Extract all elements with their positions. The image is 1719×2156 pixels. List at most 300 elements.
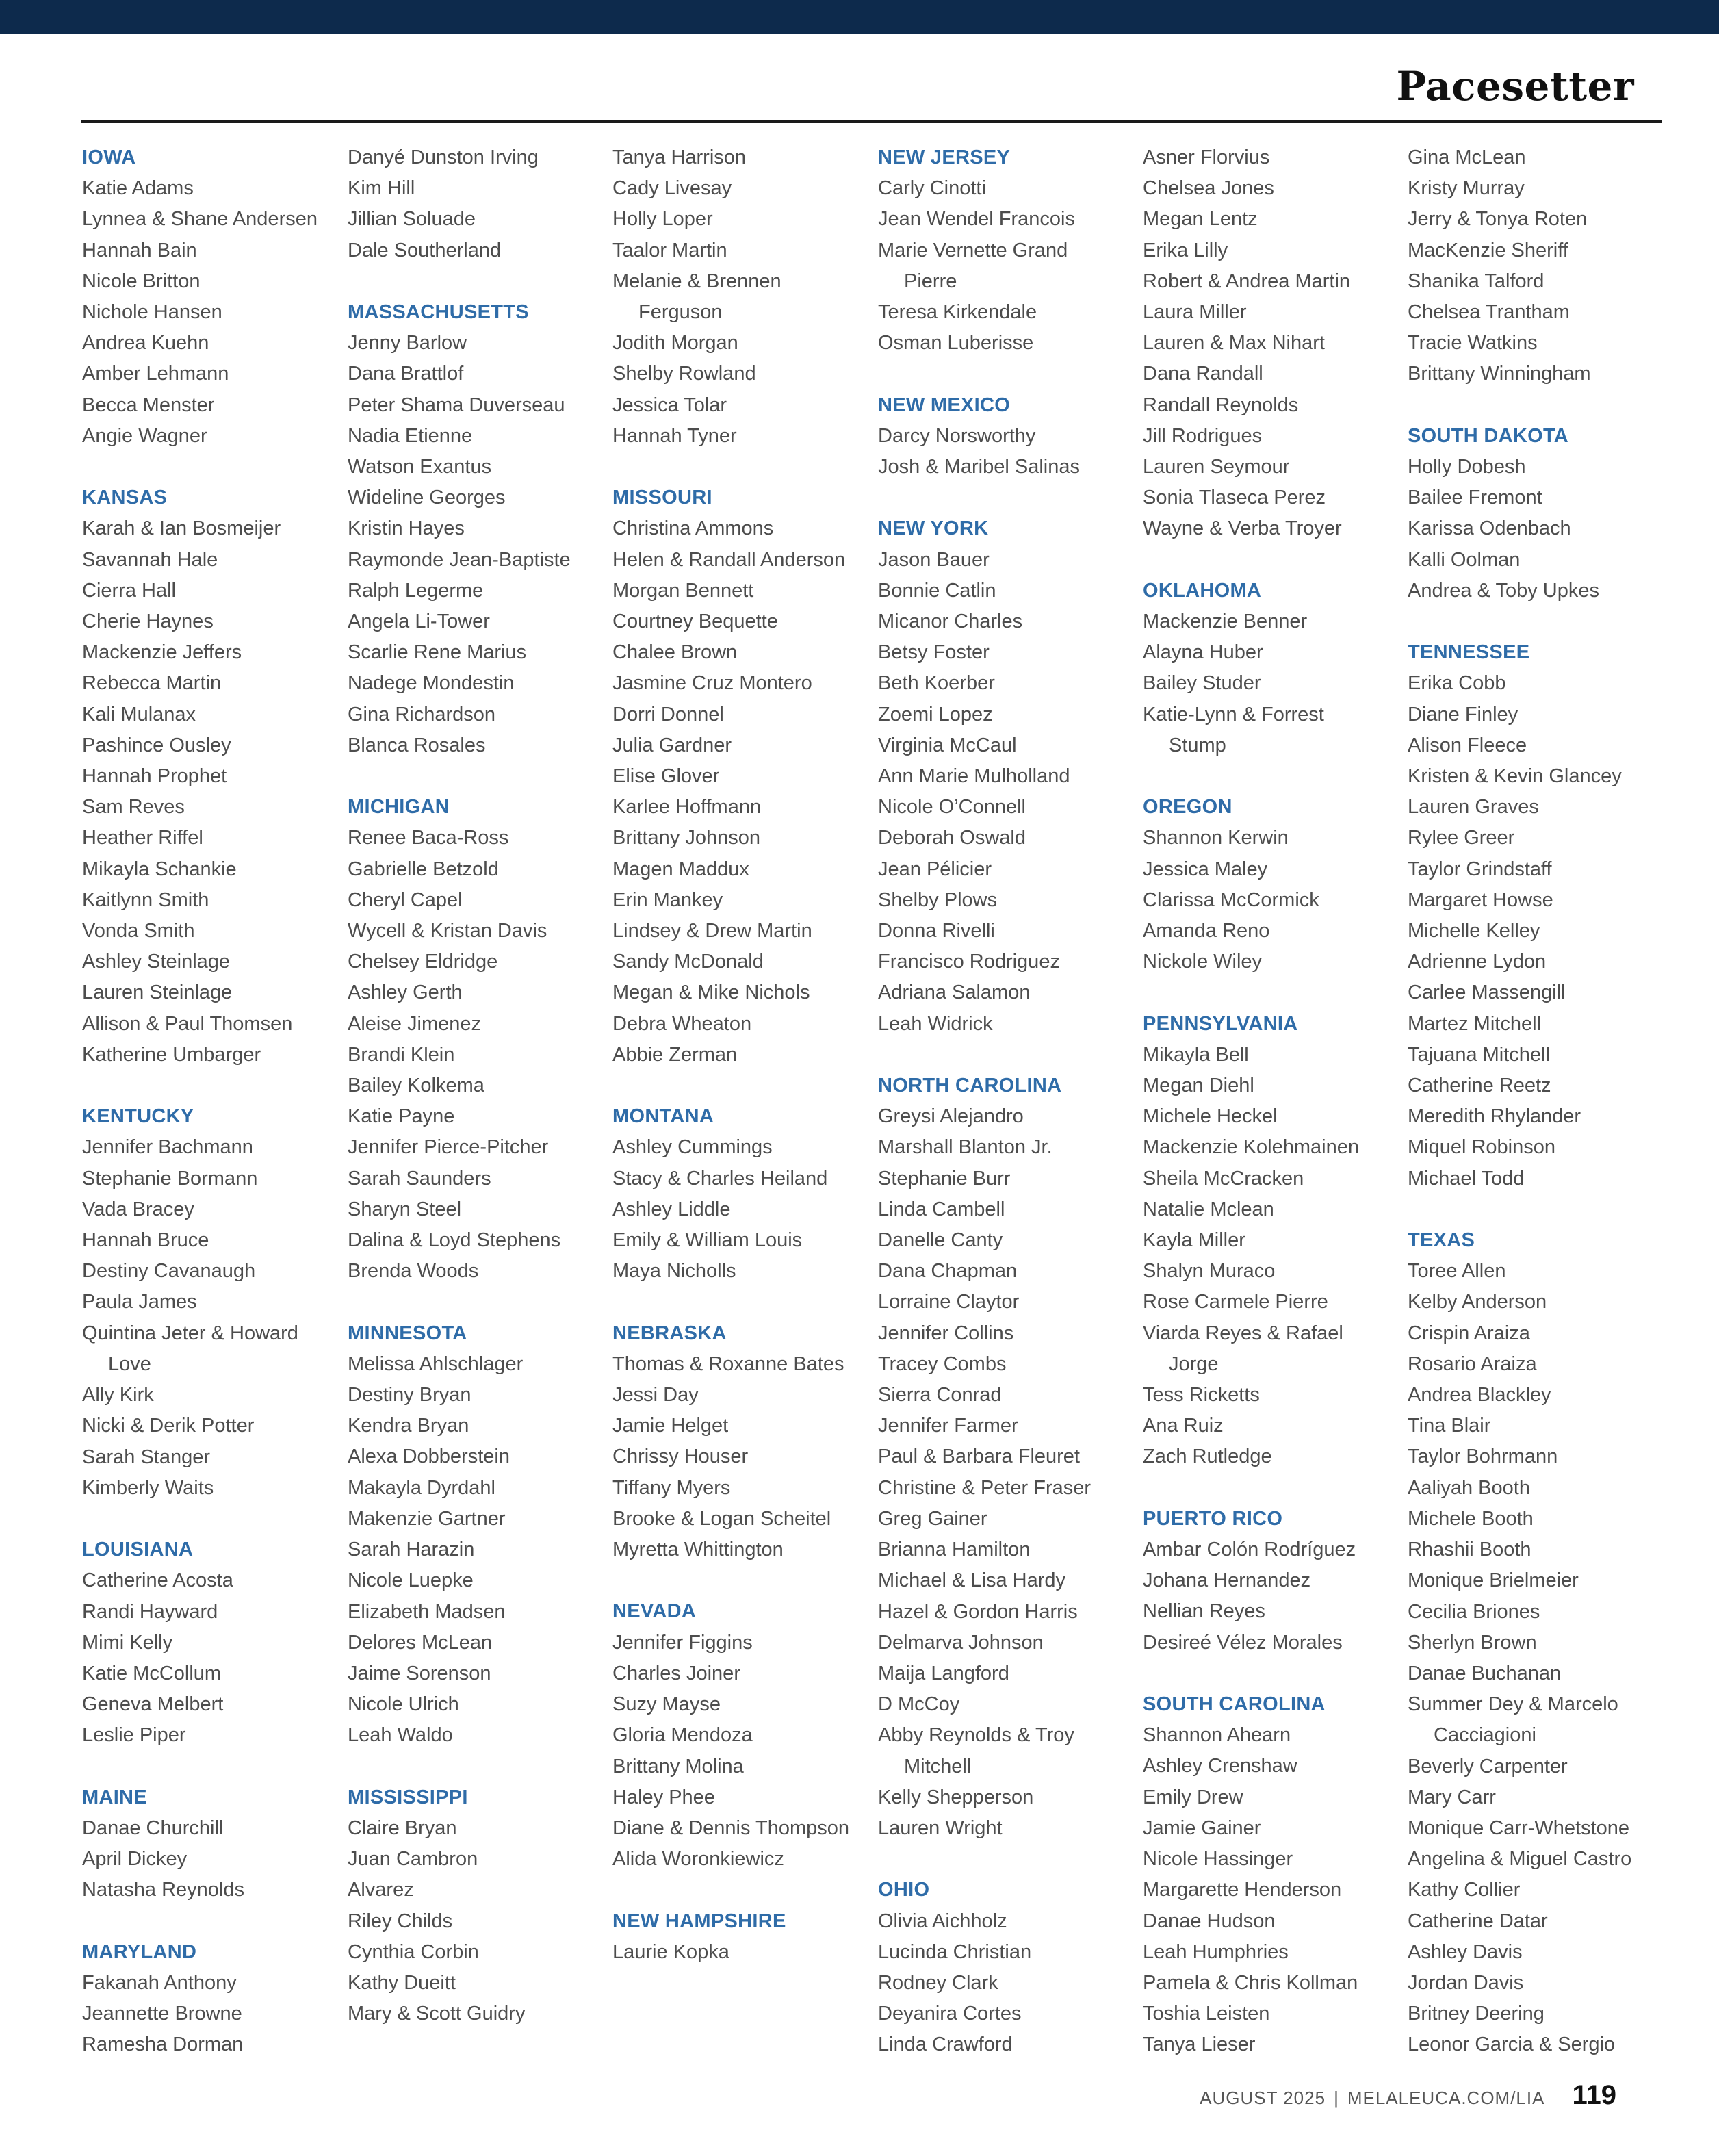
member-name: Stacy & Charles Heiland <box>612 1167 828 1190</box>
member-name: Brianna Hamilton <box>878 1539 1031 1561</box>
member-name: Deyanira Cortes <box>878 2003 1022 2025</box>
member-name: Nicole Luepke <box>348 1569 474 1592</box>
member-name: Holly Loper <box>612 208 713 231</box>
member-name: Leah Waldo <box>348 1724 453 1747</box>
member-name <box>878 235 1138 297</box>
member-name: Maya Nicholls <box>612 1260 736 1283</box>
member-name: Nicole O’Connell <box>878 796 1026 819</box>
member-name: Dalina & Loyd Stephens <box>348 1229 561 1252</box>
member-name: Angie Wagner <box>82 424 207 447</box>
state-section <box>348 1782 608 2030</box>
member-name: Katie Payne <box>348 1105 455 1128</box>
member-name: Kimberly Waits <box>82 1476 214 1499</box>
member-name: Nadege Mondestin <box>348 672 515 695</box>
member-name: Monique Brielmeier <box>1408 1569 1579 1592</box>
member-name: Cady Livesay <box>612 177 732 200</box>
member-name-line: Melanie & Brennen <box>612 270 781 292</box>
member-name: Carly Cinotti <box>878 177 986 200</box>
member-name: Sarah Saunders <box>348 1167 491 1190</box>
member-name: Kathy Dueitt <box>348 1971 456 1994</box>
column-6 <box>1408 142 1668 2061</box>
member-name: Holly Dobesh <box>1408 456 1526 478</box>
member-name: Kelly Shepperson <box>878 1786 1034 1808</box>
member-name: Randall Reynolds <box>1143 394 1299 416</box>
member-name: Ashley Liddle <box>612 1198 731 1220</box>
member-name: Sierra Conrad <box>878 1384 1002 1407</box>
member-name: Jennifer Pierce-Pitcher <box>348 1136 549 1159</box>
state-heading: SOUTH CAROLINA <box>1143 1693 1326 1716</box>
member-name: Elizabeth Madsen <box>348 1600 506 1623</box>
member-name: Alvarez <box>348 1879 414 1901</box>
member-name: Ashley Steinlage <box>82 951 231 973</box>
member-name: Danae Buchanan <box>1408 1662 1562 1684</box>
member-name: Toree Allen <box>1408 1260 1506 1283</box>
state-section <box>1143 792 1403 977</box>
member-name: Carlee Massengill <box>1408 981 1566 1004</box>
member-name: Ana Ruiz <box>1143 1415 1224 1437</box>
member-name: Nellian Reyes <box>1143 1600 1265 1623</box>
state-heading: MISSISSIPPI <box>348 1786 468 1808</box>
member-name: Sarah Stanger <box>82 1446 211 1468</box>
member-name: Watson Exantus <box>348 456 492 478</box>
member-name: Gina Richardson <box>348 703 495 726</box>
state-section <box>878 142 1138 359</box>
state-heading: TEXAS <box>1408 1229 1475 1252</box>
member-name: Ashley Crenshaw <box>1143 1755 1297 1778</box>
state-heading: TENNESSEE <box>1408 641 1530 664</box>
state-section <box>878 513 1138 1039</box>
member-name: Tanya Harrison <box>612 146 747 168</box>
member-name: Sonia Tlaseca Perez <box>1143 487 1326 509</box>
member-name: Osman Luberisse <box>878 332 1034 355</box>
member-name: Linda Crawford <box>878 2033 1013 2056</box>
member-name-line: Quintina Jeter & Howard <box>82 1322 298 1344</box>
column-2 <box>348 142 608 2029</box>
member-name: Megan Lentz <box>1143 208 1258 231</box>
member-name: Kathy Collier <box>1408 1879 1521 1901</box>
member-name: Renee Baca-Ross <box>348 827 509 849</box>
member-name: Geneva Melbert <box>82 1693 224 1716</box>
state-heading: NEBRASKA <box>612 1322 727 1344</box>
issue-date: AUGUST 2025 <box>1200 2088 1326 2108</box>
state-heading: NEVADA <box>612 1600 697 1623</box>
member-name: Alida Woronkiewicz <box>612 1848 784 1871</box>
state-section <box>82 142 342 452</box>
member-name: Riley Childs <box>348 1910 453 1932</box>
member-name: Andrea & Toby Upkes <box>1408 579 1599 602</box>
member-name: Julia Gardner <box>612 734 732 756</box>
member-name: Kristy Murray <box>1408 177 1525 200</box>
state-section <box>1143 1689 1403 2060</box>
member-name: Gloria Mendoza <box>612 1724 753 1747</box>
member-name: Kalli Oolman <box>1408 548 1521 571</box>
member-name: Kristin Hayes <box>348 517 465 540</box>
member-name: Dana Brattlof <box>348 363 464 385</box>
member-name: Kim Hill <box>348 177 415 200</box>
state-heading: SOUTH DAKOTA <box>1408 424 1569 447</box>
member-name: Michele Booth <box>1408 1507 1534 1530</box>
member-name: Jessica Maley <box>1143 858 1268 880</box>
member-name: Paul & Barbara Fleuret <box>878 1446 1080 1468</box>
member-name: Scarlie Rene Marius <box>348 641 527 664</box>
member-name-continuation: Stump <box>1169 734 1226 756</box>
state-heading: MARYLAND <box>82 1940 197 1963</box>
member-name: Tanya Lieser <box>1143 2033 1256 2056</box>
member-name: Diane & Dennis Thompson <box>612 1817 850 1839</box>
member-name: Jerry & Tonya Roten <box>1408 208 1588 231</box>
footer-separator: | <box>1334 2088 1339 2108</box>
member-name: Lindsey & Drew Martin <box>612 920 812 942</box>
member-name: Shelby Plows <box>878 888 998 911</box>
state-heading: MISSOURI <box>612 487 712 509</box>
member-name: Zoemi Lopez <box>878 703 993 726</box>
member-name: Danyé Dunston Irving <box>348 146 539 168</box>
member-name: Dale Southerland <box>348 239 502 261</box>
member-name: Meredith Rhylander <box>1408 1105 1581 1128</box>
member-name-continuation: Cacciagioni <box>1434 1724 1536 1747</box>
member-name: Mackenzie Kolehmainen <box>1143 1136 1359 1159</box>
column-3 <box>612 142 873 1968</box>
member-name: Pamela & Chris Kollman <box>1143 1971 1358 1994</box>
member-name: Destiny Bryan <box>348 1384 471 1407</box>
member-name: Catherine Acosta <box>82 1569 233 1592</box>
state-section <box>1143 142 1403 545</box>
member-name: Desireé Vélez Morales <box>1143 1631 1343 1654</box>
member-name: Margaret Howse <box>1408 888 1553 911</box>
member-name: Raymonde Jean-Baptiste <box>348 548 571 571</box>
member-name: Megan & Mike Nichols <box>612 981 810 1004</box>
member-name: Chalee Brown <box>612 641 738 664</box>
member-name: Mackenzie Jeffers <box>82 641 242 664</box>
member-name: Alayna Huber <box>1143 641 1263 664</box>
state-heading: MINNESOTA <box>348 1322 467 1344</box>
member-name: Shanika Talford <box>1408 270 1544 292</box>
member-name: Rylee Greer <box>1408 827 1515 849</box>
column-4 <box>878 142 1138 2061</box>
member-name: Donna Rivelli <box>878 920 995 942</box>
member-name: Claire Bryan <box>348 1817 457 1839</box>
member-name: Rhashii Booth <box>1408 1539 1531 1561</box>
member-name: Gabrielle Betzold <box>348 858 499 880</box>
member-name: Deborah Oswald <box>878 827 1026 849</box>
member-name: Becca Menster <box>82 394 215 416</box>
state-section <box>612 1318 873 1566</box>
member-name: Sarah Harazin <box>348 1539 475 1561</box>
member-name: Amber Lehmann <box>82 363 229 385</box>
member-name: Cherie Haynes <box>82 611 214 633</box>
member-name: Brooke & Logan Scheitel <box>612 1507 831 1530</box>
member-name: Sandy McDonald <box>612 951 764 973</box>
member-name: Sheila McCracken <box>1143 1167 1304 1190</box>
member-name: Jeannette Browne <box>82 2003 242 2025</box>
member-name: Courtney Bequette <box>612 611 778 633</box>
member-name: Hannah Tyner <box>612 424 737 447</box>
member-name: Katie McCollum <box>82 1662 222 1684</box>
member-name: Peter Shama Duverseau <box>348 394 565 416</box>
member-name: Delores McLean <box>348 1631 493 1654</box>
state-heading: NORTH CAROLINA <box>878 1075 1062 1097</box>
member-name: Dorri Donnel <box>612 703 724 726</box>
member-name: Helen & Randall Anderson <box>612 548 846 571</box>
member-name: Jennifer Farmer <box>878 1415 1018 1437</box>
member-name: Stephanie Burr <box>878 1167 1011 1190</box>
member-name: Rosario Araiza <box>1408 1352 1537 1375</box>
member-name: Christine & Peter Fraser <box>878 1476 1091 1499</box>
state-section <box>612 142 873 452</box>
member-name: Morgan Bennett <box>612 579 754 602</box>
member-name: Makenzie Gartner <box>348 1507 506 1530</box>
member-name-line: Viarda Reyes & Rafael <box>1143 1322 1343 1344</box>
member-name: Wideline Georges <box>348 487 506 509</box>
member-name: Rebecca Martin <box>82 672 222 695</box>
state-heading: KANSAS <box>82 487 168 509</box>
member-name: Lauren Graves <box>1408 796 1539 819</box>
member-name: Destiny Cavanaugh <box>82 1260 256 1283</box>
member-name <box>1408 1689 1668 1751</box>
state-section <box>82 1937 342 2061</box>
member-name-continuation: Jorge <box>1169 1352 1219 1375</box>
column-1 <box>82 142 342 2061</box>
state-heading: IOWA <box>82 146 136 168</box>
member-name-line: Katie-Lynn & Forrest <box>1143 703 1324 726</box>
member-name: Cierra Hall <box>82 579 176 602</box>
member-name: Hannah Bruce <box>82 1229 209 1252</box>
member-name: Amanda Reno <box>1143 920 1270 942</box>
member-name: Beth Koerber <box>878 672 995 695</box>
member-name: Jessica Tolar <box>612 394 727 416</box>
member-name: Laura Miller <box>1143 301 1247 324</box>
state-heading: OHIO <box>878 1879 930 1901</box>
title-divider <box>81 120 1662 123</box>
state-heading: KENTUCKY <box>82 1105 194 1128</box>
state-heading: LOUISIANA <box>82 1539 194 1561</box>
member-name: Taylor Bohrmann <box>1408 1446 1558 1468</box>
state-heading: NEW HAMPSHIRE <box>612 1910 786 1932</box>
member-name: Andrea Kuehn <box>82 332 209 355</box>
member-name: Jillian Soluade <box>348 208 476 231</box>
member-name: Catherine Datar <box>1408 1910 1548 1932</box>
member-name: Tracie Watkins <box>1408 332 1538 355</box>
member-name: Abbie Zerman <box>612 1043 738 1066</box>
member-name: Jennifer Bachmann <box>82 1136 253 1159</box>
state-heading: OREGON <box>1143 796 1232 819</box>
state-heading: MONTANA <box>612 1105 714 1128</box>
member-name: Aleise Jimenez <box>348 1012 482 1035</box>
state-section <box>82 483 342 1070</box>
member-name: Juan Cambron <box>348 1848 478 1871</box>
member-name: Aaliyah Booth <box>1408 1476 1530 1499</box>
member-name: Bailee Fremont <box>1408 487 1542 509</box>
member-name: Michelle Kelley <box>1408 920 1540 942</box>
member-name: Rose Carmele Pierre <box>1143 1291 1328 1313</box>
member-name: Lorraine Claytor <box>878 1291 1020 1313</box>
member-name: Karissa Odenbach <box>1408 517 1571 540</box>
member-name: Jean Wendel Francois <box>878 208 1076 231</box>
member-name: Katie Adams <box>82 177 194 200</box>
member-name: Dana Chapman <box>878 1260 1018 1283</box>
member-name: Diane Finley <box>1408 703 1518 726</box>
member-name: Jill Rodrigues <box>1143 424 1263 447</box>
member-name: Jennifer Figgins <box>612 1631 753 1654</box>
member-name: Zach Rutledge <box>1143 1446 1272 1468</box>
member-name: Danae Hudson <box>1143 1910 1276 1932</box>
state-heading: PUERTO RICO <box>1143 1507 1283 1530</box>
website-link: MELALEUCA.COM/LIA <box>1347 2088 1545 2108</box>
member-name: Nicole Britton <box>82 270 201 292</box>
member-name: Blanca Rosales <box>348 734 486 756</box>
member-name: Leslie Piper <box>82 1724 186 1747</box>
member-name: Miquel Robinson <box>1408 1136 1556 1159</box>
member-name: Mikayla Bell <box>1143 1043 1249 1066</box>
member-name: Jasmine Cruz Montero <box>612 672 812 695</box>
member-name: Jaime Sorenson <box>348 1662 491 1684</box>
member-name: Kendra Bryan <box>348 1415 469 1437</box>
member-name: Tracey Combs <box>878 1352 1007 1375</box>
member-name: Brittany Winningham <box>1408 363 1591 385</box>
state-section <box>348 142 608 266</box>
member-name <box>878 1720 1138 1782</box>
member-name: Taylor Grindstaff <box>1408 858 1552 880</box>
member-name: Teresa Kirkendale <box>878 301 1037 324</box>
member-name: Francisco Rodriguez <box>878 951 1060 973</box>
member-name: Rodney Clark <box>878 1971 998 1994</box>
member-name: Johana Hernandez <box>1143 1569 1311 1592</box>
member-name: Shelby Rowland <box>612 363 756 385</box>
member-name: Charles Joiner <box>612 1662 740 1684</box>
member-name: Ally Kirk <box>82 1384 154 1407</box>
member-name: Jean Pélicier <box>878 858 992 880</box>
member-name: Erika Lilly <box>1143 239 1228 261</box>
state-section <box>878 390 1138 483</box>
member-name: Cecilia Briones <box>1408 1600 1540 1623</box>
member-name: Chelsey Eldridge <box>348 951 498 973</box>
member-name: Margarette Henderson <box>1143 1879 1342 1901</box>
member-name: Andrea Blackley <box>1408 1384 1551 1407</box>
member-name: Jason Bauer <box>878 548 990 571</box>
member-name: Shannon Ahearn <box>1143 1724 1291 1747</box>
member-name: Clarissa McCormick <box>1143 888 1319 911</box>
member-name: Natalie Mclean <box>1143 1198 1274 1220</box>
member-name: Ralph Legerme <box>348 579 484 602</box>
member-name: Natasha Reynolds <box>82 1879 244 1901</box>
member-name: Megan Diehl <box>1143 1075 1254 1097</box>
member-name: Randi Hayward <box>82 1600 218 1623</box>
member-name: Haley Phee <box>612 1786 715 1808</box>
member-name <box>612 266 873 328</box>
member-name: Britney Deering <box>1408 2003 1544 2025</box>
member-name: Alexa Dobberstein <box>348 1446 510 1468</box>
member-name-line: Abby Reynolds & Troy <box>878 1724 1074 1747</box>
state-section <box>878 1070 1138 1844</box>
member-name: Debra Wheaton <box>612 1012 752 1035</box>
state-heading: NEW YORK <box>878 517 989 540</box>
member-name: Kristen & Kevin Glancey <box>1408 765 1622 788</box>
page-footer <box>1200 2080 1616 2111</box>
member-name: Jodith Morgan <box>612 332 738 355</box>
state-section <box>1408 637 1668 1194</box>
member-name: Michael & Lisa Hardy <box>878 1569 1065 1592</box>
member-name: Beverly Carpenter <box>1408 1755 1568 1778</box>
member-name: Ashley Cummings <box>612 1136 773 1159</box>
member-name: Kayla Miller <box>1143 1229 1245 1252</box>
member-name: Kelby Anderson <box>1408 1291 1547 1313</box>
member-name: D McCoy <box>878 1693 960 1716</box>
member-name: April Dickey <box>82 1848 188 1871</box>
state-section <box>1143 1009 1403 1473</box>
member-name: Sam Reves <box>82 796 185 819</box>
member-name: Brittany Johnson <box>612 827 761 849</box>
member-name: Mary Carr <box>1408 1786 1496 1808</box>
state-section <box>348 1318 608 1751</box>
member-name: Ashley Gerth <box>348 981 463 1004</box>
member-name: Nicole Hassinger <box>1143 1848 1293 1871</box>
member-name: Delmarva Johnson <box>878 1631 1044 1654</box>
state-section <box>82 1782 342 1906</box>
member-name: Vada Bracey <box>82 1198 194 1220</box>
member-name: Kali Mulanax <box>82 703 196 726</box>
member-name: Fakanah Anthony <box>82 1971 237 1994</box>
member-name: Makayla Dyrdahl <box>348 1476 495 1499</box>
member-name: Paula James <box>82 1291 197 1313</box>
member-name-line: Summer Dey & Marcelo <box>1408 1693 1618 1716</box>
member-name: Bailey Studer <box>1143 672 1261 695</box>
member-name-continuation: Ferguson <box>638 301 723 324</box>
member-name: Melissa Ahlschlager <box>348 1352 524 1375</box>
member-name: Jennifer Collins <box>878 1322 1014 1344</box>
member-name <box>82 1318 342 1380</box>
member-name: Jenny Barlow <box>348 332 467 355</box>
member-name: Leonor Garcia & Sergio <box>1408 2033 1616 2056</box>
member-name: Monique Carr-Whetstone <box>1408 1817 1629 1839</box>
member-name: Shalyn Muraco <box>1143 1260 1276 1283</box>
member-name: Ashley Davis <box>1408 1940 1523 1963</box>
member-name: Cheryl Capel <box>348 888 463 911</box>
member-name: Allison & Paul Thomsen <box>82 1012 293 1035</box>
member-name <box>1143 700 1403 761</box>
state-heading: OKLAHOMA <box>1143 579 1262 602</box>
member-name: Lauren Steinlage <box>82 981 233 1004</box>
member-name: Mimi Kelly <box>82 1631 173 1654</box>
member-name: Brittany Molina <box>612 1755 744 1778</box>
member-name: Erika Cobb <box>1408 672 1506 695</box>
member-name: Linda Cambell <box>878 1198 1005 1220</box>
member-name: Chelsea Jones <box>1143 177 1274 200</box>
member-name: Josh & Maribel Salinas <box>878 456 1080 478</box>
state-heading: MICHIGAN <box>348 796 450 819</box>
member-name: Lauren & Max Nihart <box>1143 332 1325 355</box>
member-name: Adrienne Lydon <box>1408 951 1547 973</box>
state-section <box>1143 1504 1403 1658</box>
member-name: Jamie Helget <box>612 1415 729 1437</box>
state-heading: NEW JERSEY <box>878 146 1011 168</box>
state-section <box>612 1906 873 1968</box>
member-name: Wayne & Verba Troyer <box>1143 517 1342 540</box>
state-section <box>1143 576 1403 761</box>
member-name: Nicole Ulrich <box>348 1693 459 1716</box>
state-section <box>878 1875 1138 2060</box>
member-name: Christina Ammons <box>612 517 774 540</box>
member-name: Taalor Martin <box>612 239 727 261</box>
member-name: Heather Riffel <box>82 827 203 849</box>
member-name: Suzy Mayse <box>612 1693 721 1716</box>
member-name: Savannah Hale <box>82 548 218 571</box>
member-name: Shannon Kerwin <box>1143 827 1289 849</box>
member-name: Jordan Davis <box>1408 1971 1524 1994</box>
member-name: Ann Marie Mulholland <box>878 765 1070 788</box>
member-name: Asner Florvius <box>1143 146 1270 168</box>
member-name: Sherlyn Brown <box>1408 1631 1537 1654</box>
state-section <box>82 1535 342 1751</box>
